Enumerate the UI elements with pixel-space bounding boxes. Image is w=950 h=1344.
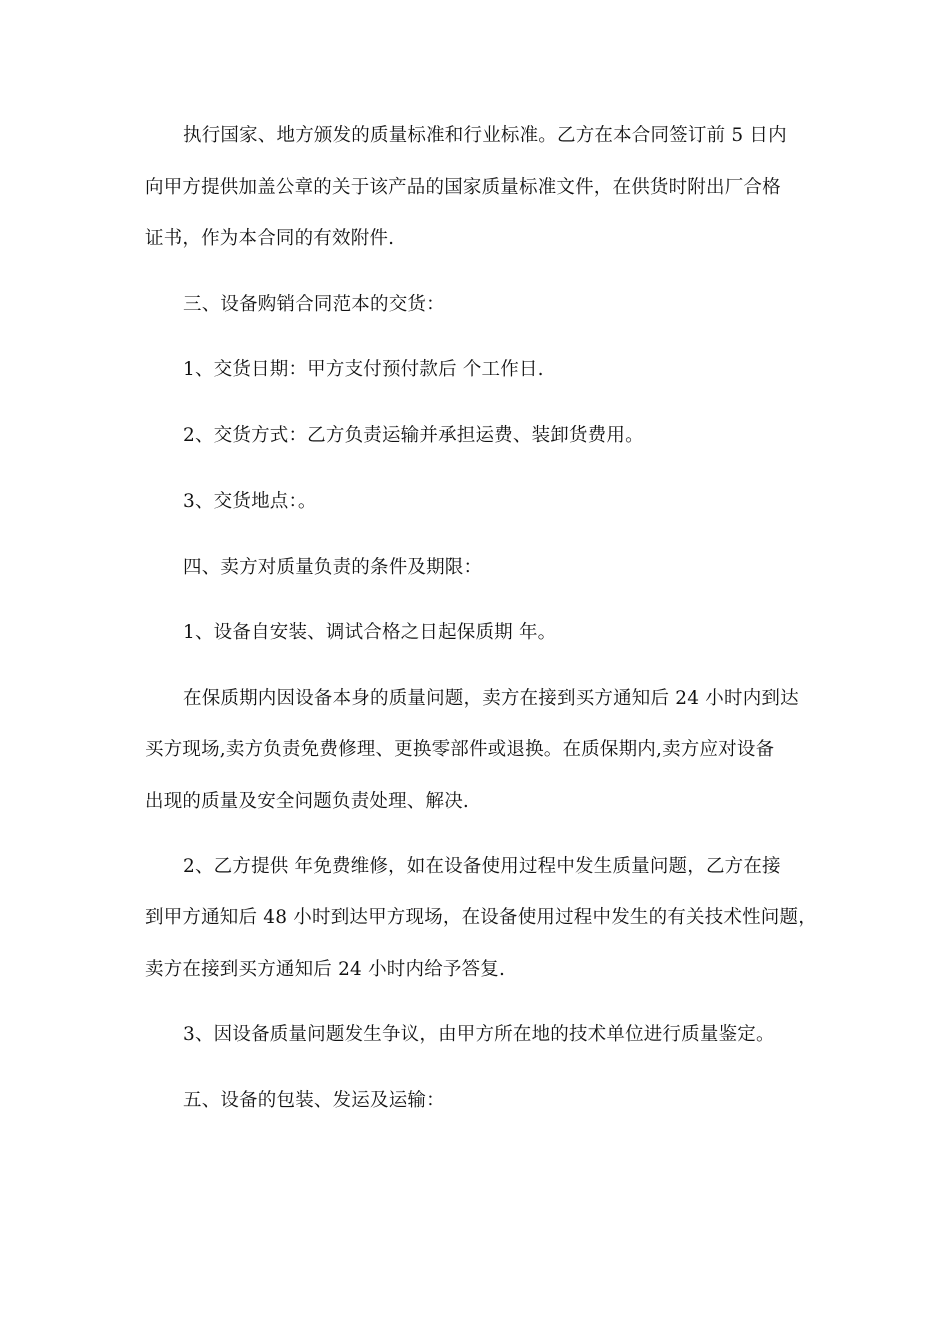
- paragraph-line: 买方现场,卖方负责免费修理、更换零部件或退换。在质保期内,卖方应对设备: [145, 739, 775, 760]
- list-item: 3、因设备质量问题发生争议，由甲方所在地的技术单位进行质量鉴定。: [183, 1024, 775, 1045]
- paragraph-line: 向甲方提供加盖公章的关于该产品的国家质量标准文件，在供货时附出厂合格: [145, 177, 781, 198]
- section-heading: 四、卖方对质量负责的条件及期限：: [183, 557, 483, 578]
- list-item: 1、交货日期：甲方支付预付款后 个工作日.: [183, 359, 544, 380]
- paragraph-line: 在保质期内因设备本身的质量问题，卖方在接到买方通知后 24 小时内到达: [183, 688, 799, 709]
- list-item: 2、交货方式：乙方负责运输并承担运费、装卸货费用。: [183, 425, 644, 446]
- list-item: 3、交货地点：。: [183, 491, 317, 512]
- paragraph-line: 出现的质量及安全问题负责处理、解决.: [145, 791, 469, 812]
- section-heading: 三、设备购销合同范本的交货：: [183, 294, 445, 315]
- list-item: 2、乙方提供 年免费维修，如在设备使用过程中发生质量问题，乙方在接: [183, 856, 781, 877]
- section-heading: 五、设备的包装、发运及运输：: [183, 1090, 445, 1111]
- paragraph-line: 证书，作为本合同的有效附件.: [145, 228, 395, 249]
- paragraph-line: 执行国家、地方颁发的质量标准和行业标准。乙方在本合同签订前 5 日内: [183, 125, 787, 146]
- list-item: 1、设备自安装、调试合格之日起保质期 年。: [183, 622, 557, 643]
- paragraph-line: 卖方在接到买方通知后 24 小时内给予答复.: [145, 959, 506, 980]
- paragraph-line: 到甲方通知后 48 小时到达甲方现场，在设备使用过程中发生的有关技术性问题，: [145, 907, 817, 928]
